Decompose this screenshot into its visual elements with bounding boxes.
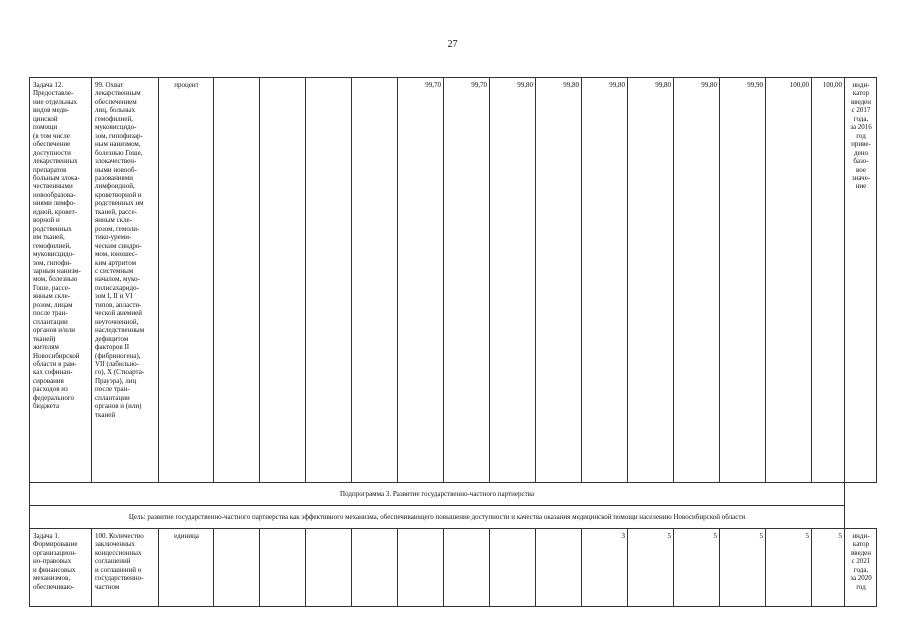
value-cell <box>398 529 444 607</box>
page-number: 27 <box>447 39 458 50</box>
note-cell: инди- катор введен с 2021 года, за 2020 год <box>845 529 877 607</box>
value-cell <box>306 78 352 483</box>
value-cell <box>352 529 398 607</box>
value-cell: 99,80 <box>582 78 628 483</box>
task-cell: Задача 12. Предоставле- ние отдельных видов меди- цинской помощи (в том числе обеспечение доступности лекарственных препаратов больным злока- чественными новообразова- ниями лимфо- идной, кровет- ворной и родственных им тканей, гемофилией, муковисцидо- зом, гипофи- зарным нанизм- мом, болезнью Гоше, рассе- янным скле- розом, лицам после тран- сплантации органов и/или тканей) жителям Новосибирской области в рам- ках софинан- сирования расходов из федерального бюджета <box>30 78 92 483</box>
value-cell <box>260 529 306 607</box>
value-cell: 99,80 <box>674 78 720 483</box>
value-cell: 5 <box>720 529 766 607</box>
value-cell: 3 <box>582 529 628 607</box>
goal-row <box>30 506 877 529</box>
value-cell <box>536 529 582 607</box>
value-cell: 5 <box>766 529 812 607</box>
subprogram-row <box>30 483 877 506</box>
value-cell <box>260 78 306 483</box>
value-cell: 99,90 <box>720 78 766 483</box>
indicator-cell: 99. Охват лекарственным обеспечением лиц, больных гемофилией, муковисцидо- зом, гипофизар- ным нанизмом, болезнью Гоше, злокачествен- ными новооб- разованиями лимфоидной, кроветворной и родственных им тканей, рассе- янным скле- розом, гемоли- тико-уреми- ческим синдро- мом, юношес- ким артритом с системным началом, муко- полисахаридо- зом I, II и VI типов, апласти- ческой анемией неуточненной, наследственным дефицитом факторов II (фибриногена), VII (лабильно- го), X (Стюарта- Прауэра), лиц после тран- сплантации органов и (или) тканей <box>92 78 159 483</box>
note-cell: инди- катор введен с 2017 года, за 2016 год приве- дено базо- вое значе- ние <box>845 78 877 483</box>
value-cell: 5 <box>628 529 674 607</box>
unit-cell: единица <box>159 529 214 607</box>
table-row <box>30 529 877 607</box>
value-cell: 100,00 <box>812 78 845 483</box>
value-cell: 99,80 <box>490 78 536 483</box>
goal-text: Цель: развитие государственно-частного партнерства как эффективного механизма, обеспечивающего повышение доступности и качества оказания медицинской помощи населению Новосибирской области <box>128 512 746 521</box>
task-cell: Задача 1. Формирование организацион- но-правовых и финансовых механизмов, обеспечиваю- <box>30 529 92 607</box>
value-cell: 99,70 <box>398 78 444 483</box>
value-cell <box>352 78 398 483</box>
value-cell <box>214 529 260 607</box>
value-cell <box>306 529 352 607</box>
value-cell: 100,00 <box>766 78 812 483</box>
value-cell: 5 <box>674 529 720 607</box>
value-cell <box>490 529 536 607</box>
indicators-table <box>29 77 877 607</box>
value-cell: 99,70 <box>444 78 490 483</box>
value-cell: 99,80 <box>628 78 674 483</box>
value-cell <box>444 529 490 607</box>
indicator-cell: 100. Количество заключенных концессионных соглашений и соглашений о государственно- частном <box>92 529 159 607</box>
unit-cell: процент <box>159 78 214 483</box>
subprogram-title: Подпрограмма 3. Развитие государственно-частного партнерства <box>340 489 534 498</box>
table-row <box>30 78 877 483</box>
value-cell <box>214 78 260 483</box>
value-cell: 5 <box>812 529 845 607</box>
value-cell: 99,80 <box>536 78 582 483</box>
